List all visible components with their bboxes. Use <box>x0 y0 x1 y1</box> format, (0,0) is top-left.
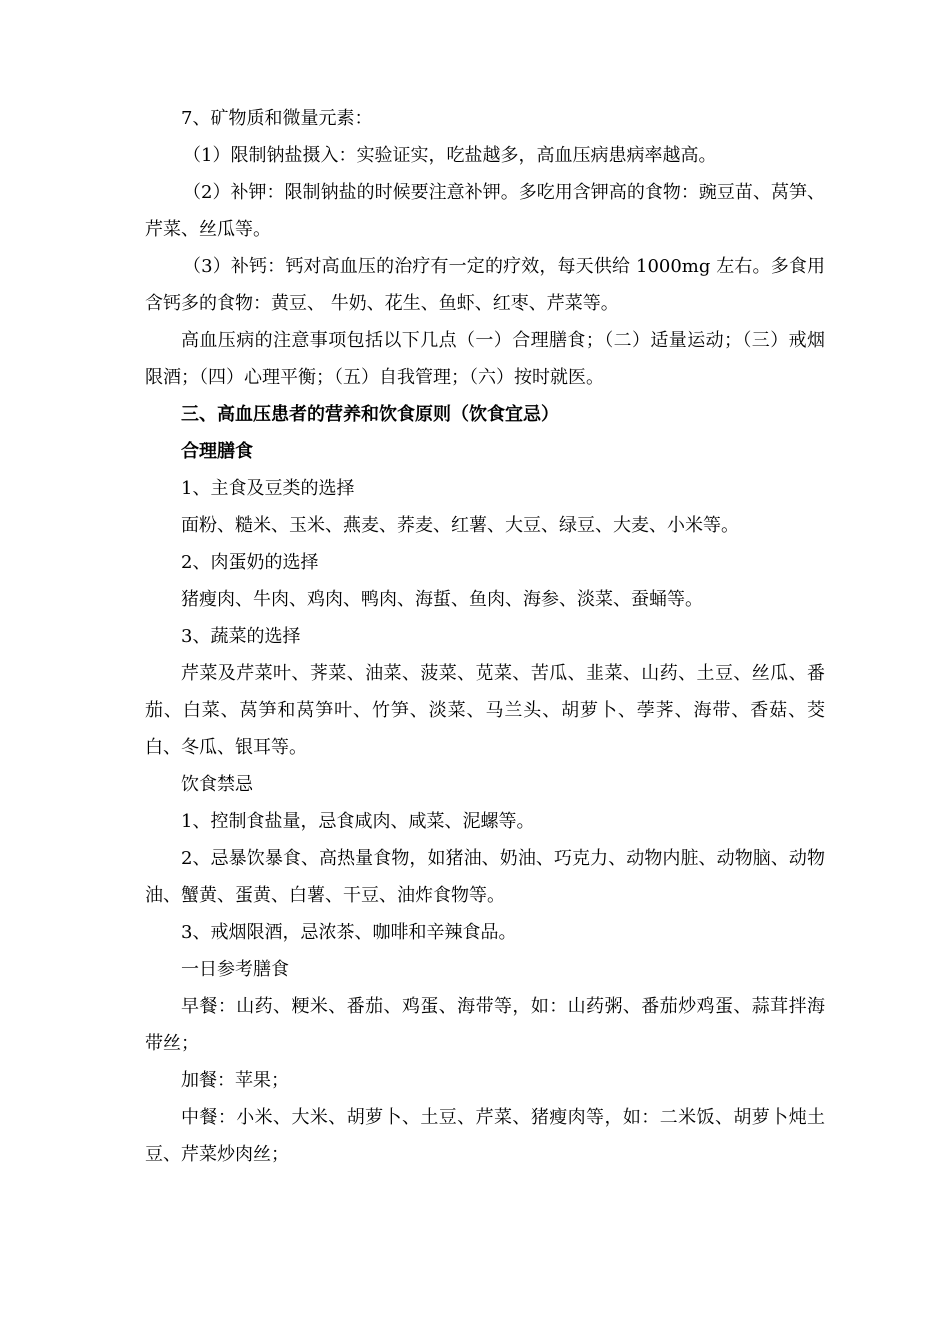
item-staple-list: 面粉、糙米、玉米、燕麦、荞麦、红薯、大豆、绿豆、大麦、小米等。 <box>181 515 739 536</box>
taboo-salt: 1、控制食盐量，忌食咸肉、咸菜、泥螺等。 <box>181 811 535 832</box>
item-meat-list: 猪瘦肉、牛肉、鸡肉、鸭肉、海蜇、鱼肉、海参、淡菜、蚕蛹等。 <box>181 589 703 610</box>
item-calcium: （3）补钙：钙对高血压的治疗有一定的疗效，每天供给 1000mg 左右。多食用含钙多的食物：黄豆、 牛奶、花生、鱼虾、红枣、芹菜等。 <box>145 256 825 314</box>
subheading-diet-taboos: 饮食禁忌 <box>181 774 253 795</box>
item-vegetable-heading: 3、蔬菜的选择 <box>181 626 301 647</box>
menu-breakfast: 早餐：山药、粳米、番茄、鸡蛋、海带等，如：山药粥、番茄炒鸡蛋、蒜茸拌海带丝； <box>145 996 825 1054</box>
item-limit-sodium: （1）限制钠盐摄入：实验证实，吃盐越多，高血压病患病率越高。 <box>183 145 717 166</box>
item-vegetable-list: 芹菜及芹菜叶、荠菜、油菜、菠菜、苋菜、苦瓜、韭菜、山药、土豆、丝瓜、番茄、白菜、莴笋和莴笋叶、竹笋、淡菜、马兰头、胡萝卜、荸荠、海带、香菇、茭白、冬瓜、银耳等。 <box>145 663 825 758</box>
subheading-balanced-diet: 合理膳食 <box>181 441 253 462</box>
taboo-overeating: 2、忌暴饮暴食、高热量食物，如猪油、奶油、巧克力、动物内脏、动物脑、动物油、蟹黄、蛋黄、白薯、干豆、油炸食物等。 <box>145 848 825 906</box>
subheading-daily-menu: 一日参考膳食 <box>181 959 289 980</box>
item-meat-heading: 2、肉蛋奶的选择 <box>181 552 319 573</box>
document-page <box>145 100 825 1173</box>
menu-lunch: 中餐：小米、大米、胡萝卜、土豆、芹菜、猪瘦肉等，如：二米饭、胡萝卜炖土豆、芹菜炒肉丝； <box>145 1107 825 1165</box>
taboo-smoking: 3、戒烟限酒，忌浓茶、咖啡和辛辣食品。 <box>181 922 517 943</box>
item-staple-heading: 1、主食及豆类的选择 <box>181 478 355 499</box>
item-potassium: （2）补钾：限制钠盐的时候要注意补钾。多吃用含钾高的食物：豌豆苗、莴笋、芹菜、丝瓜等。 <box>145 182 825 240</box>
paragraph-precautions: 高血压病的注意事项包括以下几点（一）合理膳食；（二）适量运动；（三）戒烟限酒；（四）心理平衡；（五）自我管理；（六）按时就医。 <box>145 330 825 388</box>
menu-snack: 加餐：苹果； <box>181 1070 289 1091</box>
section-heading-nutrition: 三、高血压患者的营养和饮食原则（饮食宜忌） <box>181 404 559 425</box>
heading-minerals: 7、矿物质和微量元素： <box>181 108 373 129</box>
